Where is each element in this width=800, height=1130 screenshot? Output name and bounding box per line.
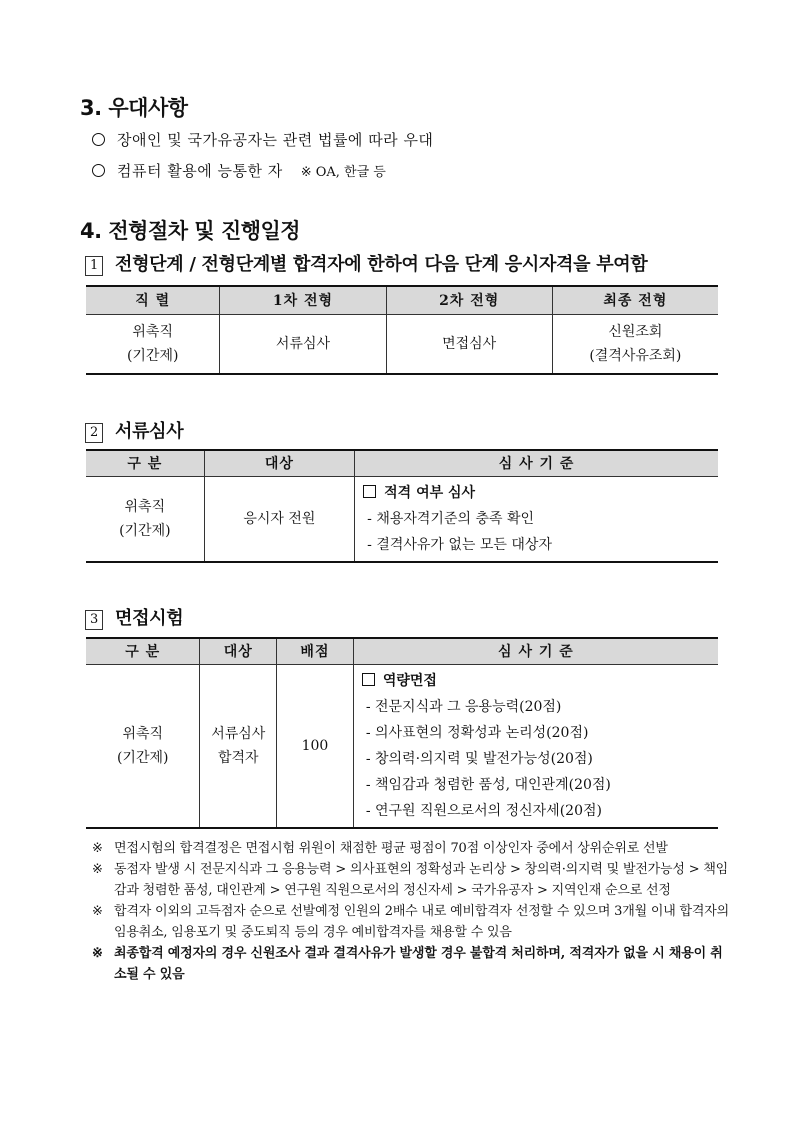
bullet-disability-veterans: 장애인 및 국가유공자는 관련 법률에 따라 우대 bbox=[92, 129, 433, 150]
subsection-2-title: 2 서류심사 bbox=[85, 417, 183, 443]
header-first-stage: 1차 전형 bbox=[220, 286, 386, 314]
cell-first-stage: 서류심사 bbox=[220, 314, 386, 374]
checkbox-square-icon bbox=[362, 673, 375, 686]
notes-list bbox=[92, 838, 732, 985]
header-score: 배점 bbox=[277, 638, 354, 664]
cell-criteria: 역량면접 - 전문지식과 그 응용능력(20점) - 의사표현의 정확성과 논리성(20점) - 창의력·의지력 및 발전가능성(20점) - 책임감과 청렴한 품성, 대인관계(20점) - 연구원 직원으로서의 정신자세(20점) bbox=[353, 664, 718, 828]
note-item: ※ 최종합격 예정자의 경우 신원조사 결과 결격사유가 발생할 경우 불합격 처리하며, 적격자가 없을 시 채용이 취소될 수 있음 bbox=[92, 946, 723, 982]
interview-table bbox=[86, 637, 718, 829]
subsection-3-title: 3 면접시험 bbox=[85, 604, 183, 630]
header-second-stage: 2차 전형 bbox=[386, 286, 552, 314]
header-criteria: 심 사 기 준 bbox=[353, 638, 718, 664]
cell-score: 100 bbox=[277, 664, 354, 828]
header-job-type: 직 렬 bbox=[86, 286, 220, 314]
document-review-table bbox=[86, 449, 718, 563]
note-item: ※ 합격자 이외의 고득점자 순으로 선발예정 인원의 2배수 내로 예비합격자 선정할 수 있으며 3개월 이내 합격자의 임용취소, 임용포기 및 중도퇴직 등의 경우 예비합격자를 채용할 수 있음 bbox=[92, 904, 729, 940]
section-3-title: 3. 우대사항 bbox=[80, 96, 188, 120]
header-final-stage: 최종 전형 bbox=[552, 286, 718, 314]
cell-target: 응시자 전원 bbox=[204, 476, 355, 562]
note-item: ※ 면접시험의 합격결정은 면접시험 위원이 채점한 평균 평점이 70점 이상인자 중에서 상위순위로 선발 bbox=[92, 841, 668, 856]
selection-stages-table bbox=[86, 285, 718, 375]
header-category: 구 분 bbox=[86, 450, 204, 476]
table-row bbox=[86, 314, 718, 374]
table-row bbox=[86, 664, 718, 828]
number-box-1: 1 bbox=[85, 256, 103, 276]
note-item: ※ 동점자 발생 시 전문지식과 그 응용능력 > 의사표현의 정확성과 논리상 > 창의력·의지력 및 발전가능성 > 책임감과 청렴한 품성, 대인관계 > 연구원 직원으로서의 정신자세 > 국가유공자 > 지역인재 순으로 선정 bbox=[92, 862, 729, 898]
cell-target: 서류심사 합격자 bbox=[200, 664, 277, 828]
number-box-2: 2 bbox=[85, 423, 103, 443]
cell-category: 위촉직 (기간제) bbox=[86, 476, 204, 562]
table-row bbox=[86, 476, 718, 562]
header-category: 구 분 bbox=[86, 638, 200, 664]
header-target: 대상 bbox=[200, 638, 277, 664]
circle-bullet-icon bbox=[92, 164, 105, 177]
cell-criteria: 적격 여부 심사 - 채용자격기준의 충족 확인 - 결격사유가 없는 모든 대상자 bbox=[355, 476, 718, 562]
subsection-1-title: 1 전형단계 / 전형단계별 합격자에 한하여 다음 단계 응시자격을 부여함 bbox=[85, 250, 647, 276]
cell-category: 위촉직 (기간제) bbox=[86, 664, 200, 828]
bullet-computer-skill: 컴퓨터 활용에 능통한 자 ※ OA, 한글 등 bbox=[92, 160, 386, 181]
section-4-title: 4. 전형절차 및 진행일정 bbox=[80, 219, 301, 243]
checkbox-square-icon bbox=[363, 485, 376, 498]
circle-bullet-icon bbox=[92, 133, 105, 146]
header-target: 대상 bbox=[204, 450, 355, 476]
cell-final-stage: 신원조회 (결격사유조회) bbox=[552, 314, 718, 374]
cell-job-type: 위촉직 (기간제) bbox=[86, 314, 220, 374]
cell-second-stage: 면접심사 bbox=[386, 314, 552, 374]
bullet-note: ※ OA, 한글 등 bbox=[300, 165, 386, 180]
header-criteria: 심 사 기 준 bbox=[355, 450, 718, 476]
number-box-3: 3 bbox=[85, 610, 103, 630]
